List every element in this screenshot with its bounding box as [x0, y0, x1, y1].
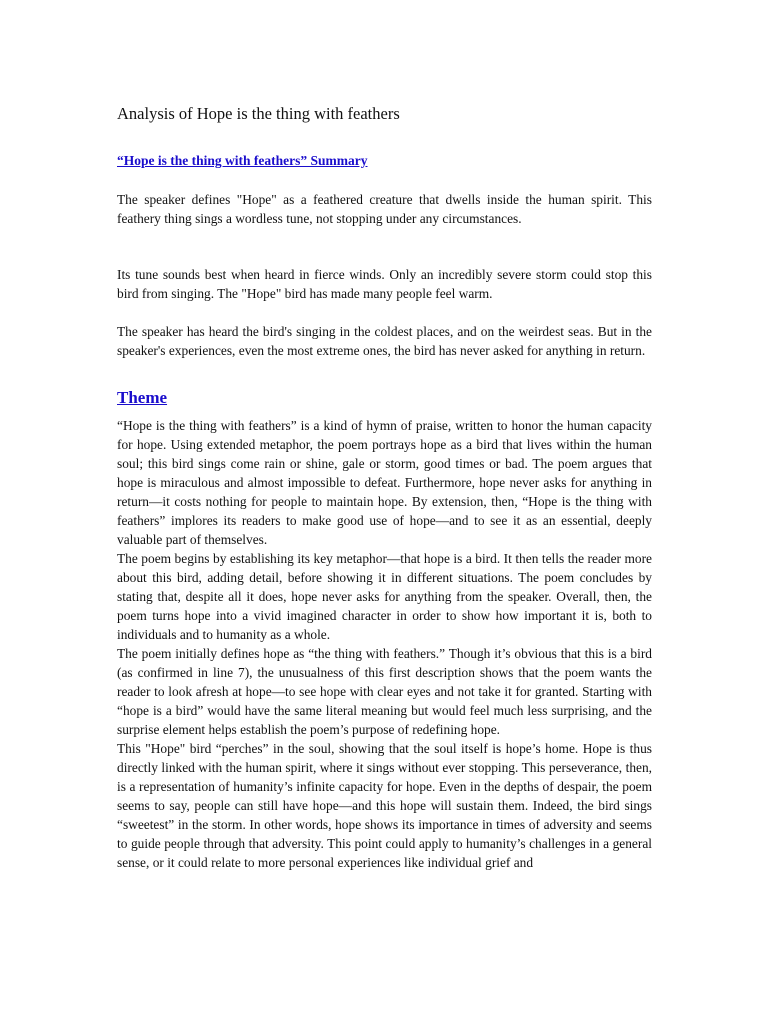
theme-paragraph-1: “Hope is the thing with feathers” is a kind of hymn of praise, written to honor the human capacity for hope. Using extended metaphor, the poem portrays hope as a bird that lives within the human soul; this bird sings come rain or shine, gale or storm, good times or bad. The poem argues that hope is miraculous and almost impossible to defeat. Furthermore, hope never asks for anything in return—it costs nothing for people to maintain hope. By extension, then, “Hope is the thing with feathers” implores its readers to make good use of hope—and to see it as an essential, deeply valuable part of themselves.	[117, 418, 652, 547]
theme-heading-link[interactable]: Theme	[117, 388, 168, 407]
theme-paragraph-2: The poem begins by establishing its key metaphor—that hope is a bird. It then tells the reader more about this bird, adding detail, before showing it in different situations. The poem concludes by stating that, despite all it does, hope never asks for anything from the speaker. Overall, then, the poem turns hope into a vivid imagined character in order to show how important it is, both to individuals and to humanity as a whole.	[117, 551, 652, 642]
summary-paragraph-1: The speaker defines "Hope" as a feathered creature that dwells inside the human spirit. This feathery thing sings a wordless tune, not stopping under any circumstances.	[117, 192, 652, 226]
theme-paragraph-4: This "Hope" bird “perches” in the soul, showing that the soul itself is hope’s home. Hope is thus directly linked with the human spirit, where it sings without ever stopping. This perseverance, then, is a representation of humanity’s infinite capacity for hope. Even in the depths of despair, the poem seems to say, people can still have hope—and this hope will sustain them. Indeed, the bird sings “sweetest” in the storm. In other words, hope shows its importance in times of adversity and seems to guide people through that adversity. This point could apply to humanity’s challenges in a general sense, or it could relate to more personal experiences like individual grief and	[117, 741, 652, 870]
summary-paragraph-2: Its tune sounds best when heard in fierce winds. Only an incredibly severe storm could stop this bird from singing. The "Hope" bird has made many people feel warm.	[117, 267, 652, 301]
summary-paragraph-3: The speaker has heard the bird's singing in the coldest places, and on the weirdest seas. But in the speaker's experiences, even the most extreme ones, the bird has never asked for anything in return.	[117, 324, 652, 358]
theme-section	[117, 416, 652, 872]
summary-heading-link[interactable]: “Hope is the thing with feathers” Summary	[117, 153, 368, 168]
theme-paragraph-3: The poem initially defines hope as “the thing with feathers.” Though it’s obvious that this is a bird (as confirmed in line 7), the unusualness of this first description shows that the poem wants the reader to look afresh at hope—to see hope with clear eyes and not take it for granted. Starting with “hope is a bird” would have the same literal meaning but would feel much less surprising, and the surprise element helps establish the poem’s purpose of redefining hope.	[117, 646, 652, 737]
document-title: Analysis of Hope is the thing with feathers	[117, 104, 400, 123]
